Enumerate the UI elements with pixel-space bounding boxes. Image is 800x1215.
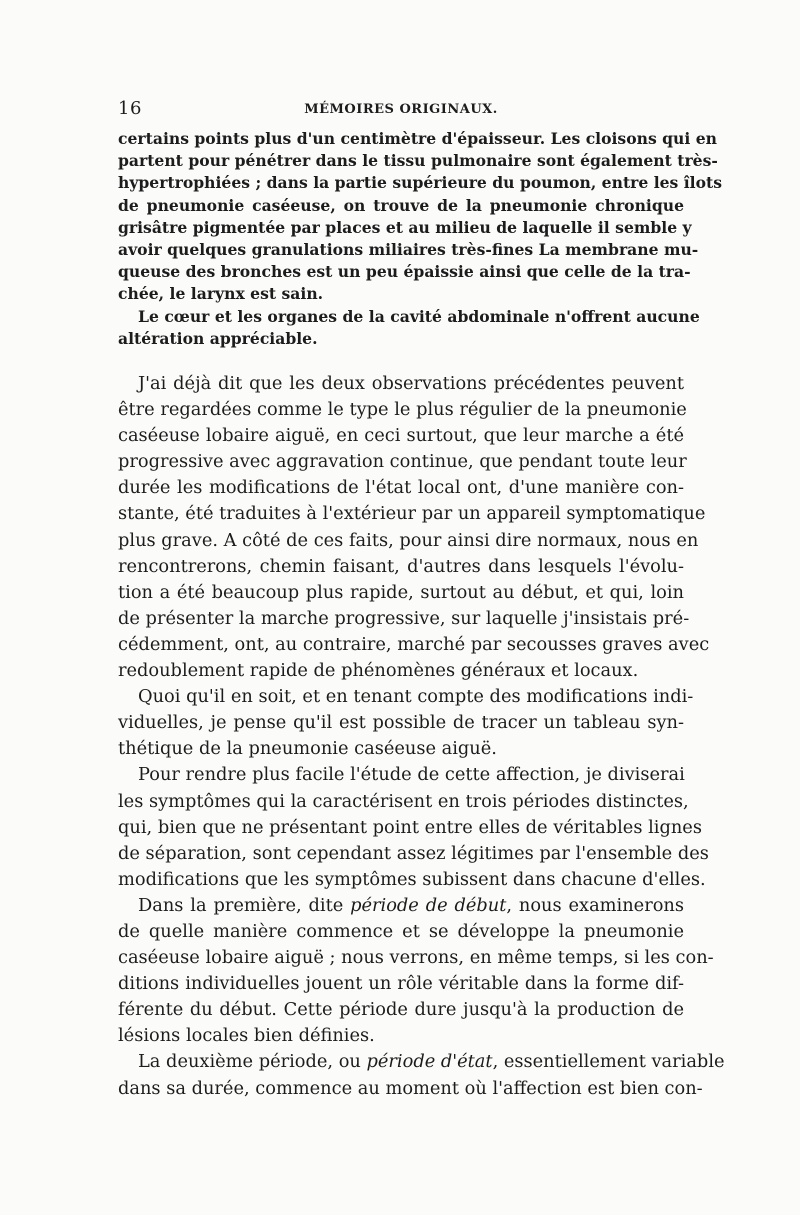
text-line: qui, bien que ne présentant point entre elles de véritables lignes: [118, 816, 702, 838]
text-line: modifications que les symptômes subissent dans chacune d'elles.: [118, 868, 706, 890]
text-line: durée les modifications de l'état local ont, d'une manière con-: [118, 477, 684, 499]
text-line: cédemment, ont, au contraire, marché par secousses graves avec: [118, 633, 710, 655]
text-run: , essentiellement variable: [492, 1051, 725, 1073]
italic-term: période d'état: [366, 1051, 493, 1073]
text-line: lésions locales bien définies.: [118, 1025, 375, 1047]
autopsy-notes-section: [118, 128, 722, 350]
running-title: MÉMOIRES ORIGINAUX.: [304, 102, 498, 117]
page-number: 16: [118, 98, 142, 119]
paragraph-5: [118, 762, 709, 892]
text-line: férente du début. Cette période dure jusqu'à la production de: [118, 999, 684, 1021]
paragraph-1: [118, 128, 722, 306]
text-line: partent pour pénétrer dans le tissu pulmonaire sont également très-: [118, 151, 718, 171]
text-line: de séparation, sont cependant assez légitimes par l'ensemble des: [118, 842, 709, 864]
text-line: J'ai déjà dit que les deux observations précédentes peuvent: [138, 373, 684, 394]
text-run: , nous examinerons: [506, 894, 684, 916]
text-line: avoir quelques granulations miliaires très-fines La membrane mu-: [118, 240, 699, 260]
text-run: Dans la première, dite: [138, 894, 351, 916]
text-line: rencontrerons, chemin faisant, d'autres dans lesquels l'évolu-: [118, 555, 684, 577]
text-line: certains points plus d'un centimètre d'épaisseur. Les cloisons qui en: [118, 129, 718, 148]
text-line: [118, 893, 684, 919]
paragraph-2: [118, 306, 700, 350]
text-line: altération appréciable.: [118, 328, 318, 348]
paragraph-7: [118, 1049, 725, 1101]
text-line: ditions individuelles jouent un rôle véritable dans la forme dif-: [118, 973, 684, 995]
paragraph-6: [118, 893, 714, 1050]
paragraph-4: [118, 684, 694, 762]
text-line: thétique de la pneumonie caséeuse aiguë.: [118, 738, 497, 760]
text-line: Le cœur et les organes de la cavité abdominale n'offrent aucune: [138, 306, 700, 326]
paragraph-3: [118, 371, 710, 684]
text-line: être regardées comme le type le plus régulier de la pneumonie: [118, 399, 687, 421]
text-line: caséeuse lobaire aiguë ; nous verrons, en même temps, si les con-: [118, 947, 714, 969]
text-line: viduelles, je pense qu'il est possible de tracer un tableau syn-: [118, 712, 684, 734]
text-line: grisâtre pigmentée par places et au milieu de laquelle il semble y: [118, 217, 692, 237]
text-line: les symptômes qui la caractérisent en trois périodes distinctes,: [118, 790, 689, 812]
text-line: stante, été traduites à l'extérieur par un appareil symptomatique: [118, 503, 706, 525]
text-line: queuse des bronches est un peu épaissie ainsi que celle de la tra-: [118, 262, 691, 282]
running-head: [118, 98, 684, 120]
text-line: progressive avec aggravation continue, que pendant toute leur: [118, 451, 687, 473]
main-text-section: [118, 371, 725, 1102]
text-line: plus grave. A côté de ces faits, pour ainsi dire normaux, nous en: [118, 529, 699, 551]
text-line: tion a été beaucoup plus rapide, surtout au début, et qui, loin: [118, 581, 684, 603]
italic-term: période de début: [350, 894, 507, 916]
text-line: hypertrophiées ; dans la partie supérieure du poumon, entre les îlots: [118, 173, 722, 193]
text-line: caséeuse lobaire aiguë, en ceci surtout, que leur marche a été: [118, 425, 684, 447]
text-line: de présenter la marche progressive, sur laquelle j'insistais pré-: [118, 607, 690, 629]
text-line: redoublement rapide de phénomènes généraux et locaux.: [118, 660, 639, 682]
text-line: de quelle manière commence et se développe la pneumonie: [118, 920, 684, 942]
text-run: La deuxième période, ou: [138, 1051, 367, 1073]
text-line: [118, 1049, 725, 1075]
text-line: chée, le larynx est sain.: [118, 284, 324, 304]
text-line: dans sa durée, commence au moment où l'affection est bien con-: [118, 1077, 703, 1099]
text-line: de pneumonie caséeuse, on trouve de la pneumonie chronique: [118, 195, 684, 215]
text-line: Pour rendre plus facile l'étude de cette affection, je diviserai: [138, 764, 685, 786]
text-line: Quoi qu'il en soit, et en tenant compte des modifications indi-: [138, 686, 694, 708]
